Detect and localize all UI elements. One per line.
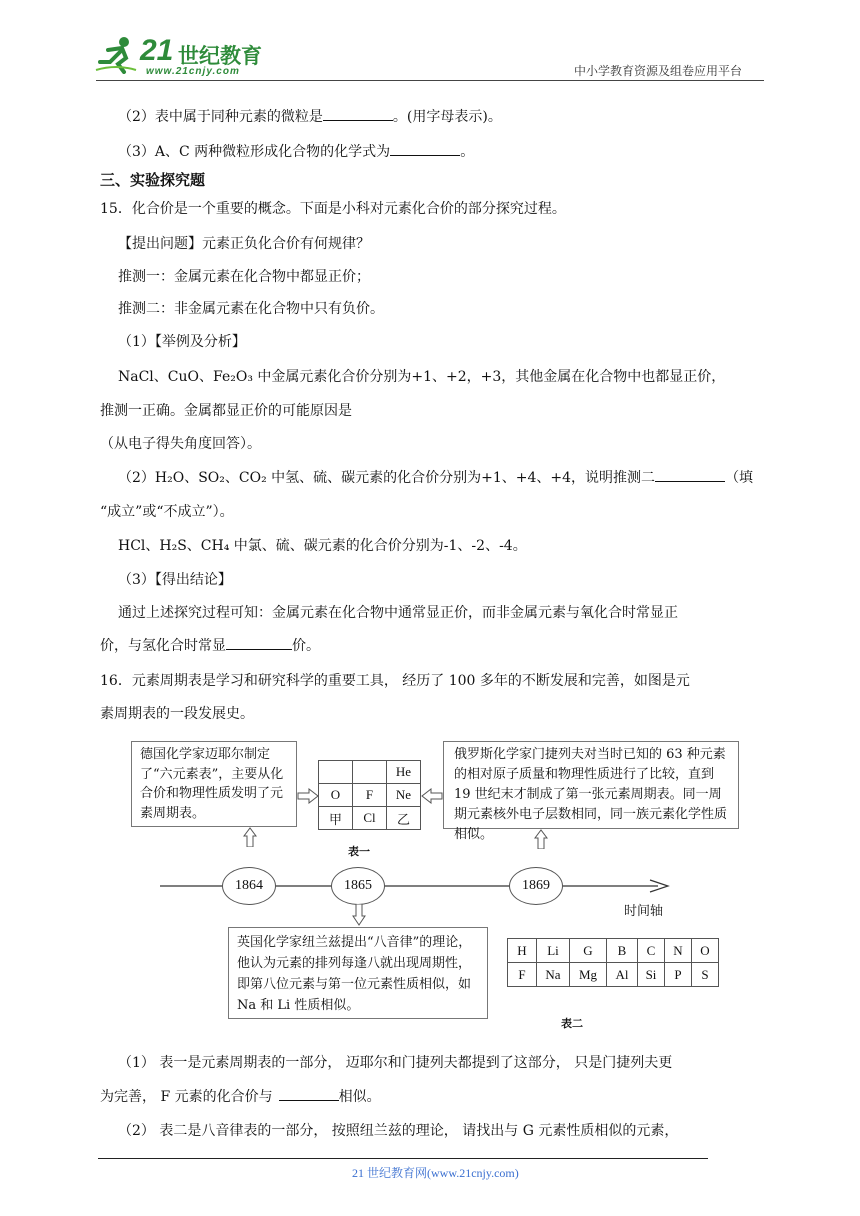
arrow-right-icon <box>297 788 319 804</box>
mendeleev-box: 俄罗斯化学家门捷列夫对当时已知的 63 种元素的相对原子质量和物理性质进行了比较，直到 19 世纪末才制成了第一张元素周期表。同一周期元素核外电子层数相同，同一族元素化学性质相似。 <box>443 741 739 829</box>
answer-blank[interactable] <box>279 1086 339 1101</box>
arrow-left-icon <box>421 788 443 804</box>
q15-step1: （1）【举例及分析】 <box>118 334 246 350</box>
q15-line1: NaCl、CuO、Fe₂O₃ 中金属元素化合价分别为+1、+2，+3，其他金属在化合物中也都显正价， <box>118 369 726 385</box>
t2-cell: C <box>638 939 665 963</box>
q15-guess1: 推测一：金属元素在化合物中都显正价； <box>118 269 370 285</box>
t1-cell: F <box>353 784 387 807</box>
runner-logo-icon <box>94 36 138 74</box>
q15-line7: 通过上述探究过程可知：金属元素在化合物中通常显正价，而非金属元素与氧化合时常显正 <box>118 605 678 621</box>
answer-blank[interactable] <box>655 467 725 482</box>
footer-divider <box>98 1158 708 1159</box>
q15-intro: 15．化合价是一个重要的概念。下面是小科对元素化合价的部分探究过程。 <box>100 201 566 217</box>
footer-link[interactable]: 21 世纪教育网(www.21cnjy.com) <box>352 1166 519 1180</box>
logo-number: 21 <box>140 34 174 67</box>
q14-part2: （2）表中属于同种元素的微粒是 。(用字母表示)。 <box>118 106 502 126</box>
t2-cell: N <box>665 939 692 963</box>
t1-cell: O <box>319 784 353 807</box>
axis-label: 时间轴 <box>624 904 664 919</box>
t1-cell <box>353 761 387 784</box>
t1-cell: 乙 <box>387 807 421 830</box>
t2-cell: S <box>692 963 719 987</box>
t2-cell: Si <box>638 963 665 987</box>
q15-guess2: 推测二：非金属元素在化合物中只有负价。 <box>118 301 384 317</box>
table-one <box>318 760 421 830</box>
t2-cell: Na <box>537 963 570 987</box>
q14-part3: （3）A、C 两种微粒形成化合物的化学式为 。 <box>118 141 474 161</box>
t2-cell: F <box>508 963 537 987</box>
section-heading: 三、实验探究题 <box>100 171 206 189</box>
t2-cell: O <box>692 939 719 963</box>
t2-cell: B <box>607 939 638 963</box>
t2-cell: H <box>508 939 537 963</box>
q15-line3: （从电子得失角度回答）。 <box>100 436 261 452</box>
t1-cell: Ne <box>387 784 421 807</box>
year-1865: 1865 <box>331 867 385 905</box>
arrow-up-icon <box>243 827 257 847</box>
t2-cell: Li <box>537 939 570 963</box>
table-two-caption: 表二 <box>561 1017 583 1030</box>
year-1869: 1869 <box>509 867 563 905</box>
q15-step3: （3）【得出结论】 <box>118 572 232 588</box>
q15-line2: 推测一正确。金属都显正价的可能原因是 <box>100 403 352 419</box>
header-divider <box>96 80 764 81</box>
q16-line2: 素周期表的一段发展史。 <box>100 706 254 722</box>
answer-blank[interactable] <box>226 635 292 650</box>
t2-cell: Al <box>607 963 638 987</box>
q16-part2-line1: （2） 表二是八音律表的一部分， 按照纽兰兹的理论， 请找出与 G 元素性质相似的元素， <box>118 1123 679 1139</box>
table-two <box>507 938 719 987</box>
arrow-down-icon <box>352 904 366 926</box>
t1-cell: Cl <box>353 807 387 830</box>
t2-cell: Mg <box>570 963 607 987</box>
year-1864: 1864 <box>222 867 276 905</box>
q15-line5: “成立”或“不成立”）。 <box>100 504 234 520</box>
q16-part1-line2: 为完善， F 元素的化合价与 相似。 <box>100 1086 381 1106</box>
answer-blank[interactable] <box>323 106 393 121</box>
q16-part1-line1: （1） 表一是元素周期表的一部分， 迈耶尔和门捷列夫都提到了这部分， 只是门捷列夫更 <box>118 1055 673 1071</box>
t2-cell: G <box>570 939 607 963</box>
platform-title: 中小学教育资源及组卷应用平台 <box>574 64 743 78</box>
answer-blank[interactable] <box>390 141 460 156</box>
table-one-caption: 表一 <box>348 845 370 858</box>
q15-line4: （2）H₂O、SO₂、CO₂ 中氢、硫、碳元素的化合价分别为+1、+4、+4，说明推测二 （填 <box>118 467 753 487</box>
q16-line1: 16．元素周期表是学习和研究科学的重要工具， 经历了 100 多年的不断发展和完善，如图是元 <box>100 673 690 689</box>
q15-line6: HCl、H₂S、CH₄ 中氯、硫、碳元素的化合价分别为-1、-2、-4。 <box>118 538 527 554</box>
t1-cell: He <box>387 761 421 784</box>
logo-url: www.21cnjy.com <box>146 66 240 77</box>
t1-cell: 甲 <box>319 807 353 830</box>
t2-cell: P <box>665 963 692 987</box>
arrow-up-icon <box>534 829 548 849</box>
meyer-box: 德国化学家迈耶尔制定了“六元素表”，主要从化合价和物理性质发明了元素周期表。 <box>131 741 297 827</box>
logo-text: 世纪教育 <box>178 44 262 68</box>
newlands-box: 英国化学家纽兰兹提出“八音律”的理论，他认为元素的排列每逢八就出现周期性，即第八位元素与第一位元素性质相似，如 Na 和 Li 性质相似。 <box>228 927 488 1019</box>
q15-question: 【提出问题】元素正负化合价有何规律？ <box>118 236 370 252</box>
q15-line8: 价，与氢化合时常显 价。 <box>100 635 320 655</box>
t1-cell <box>319 761 353 784</box>
